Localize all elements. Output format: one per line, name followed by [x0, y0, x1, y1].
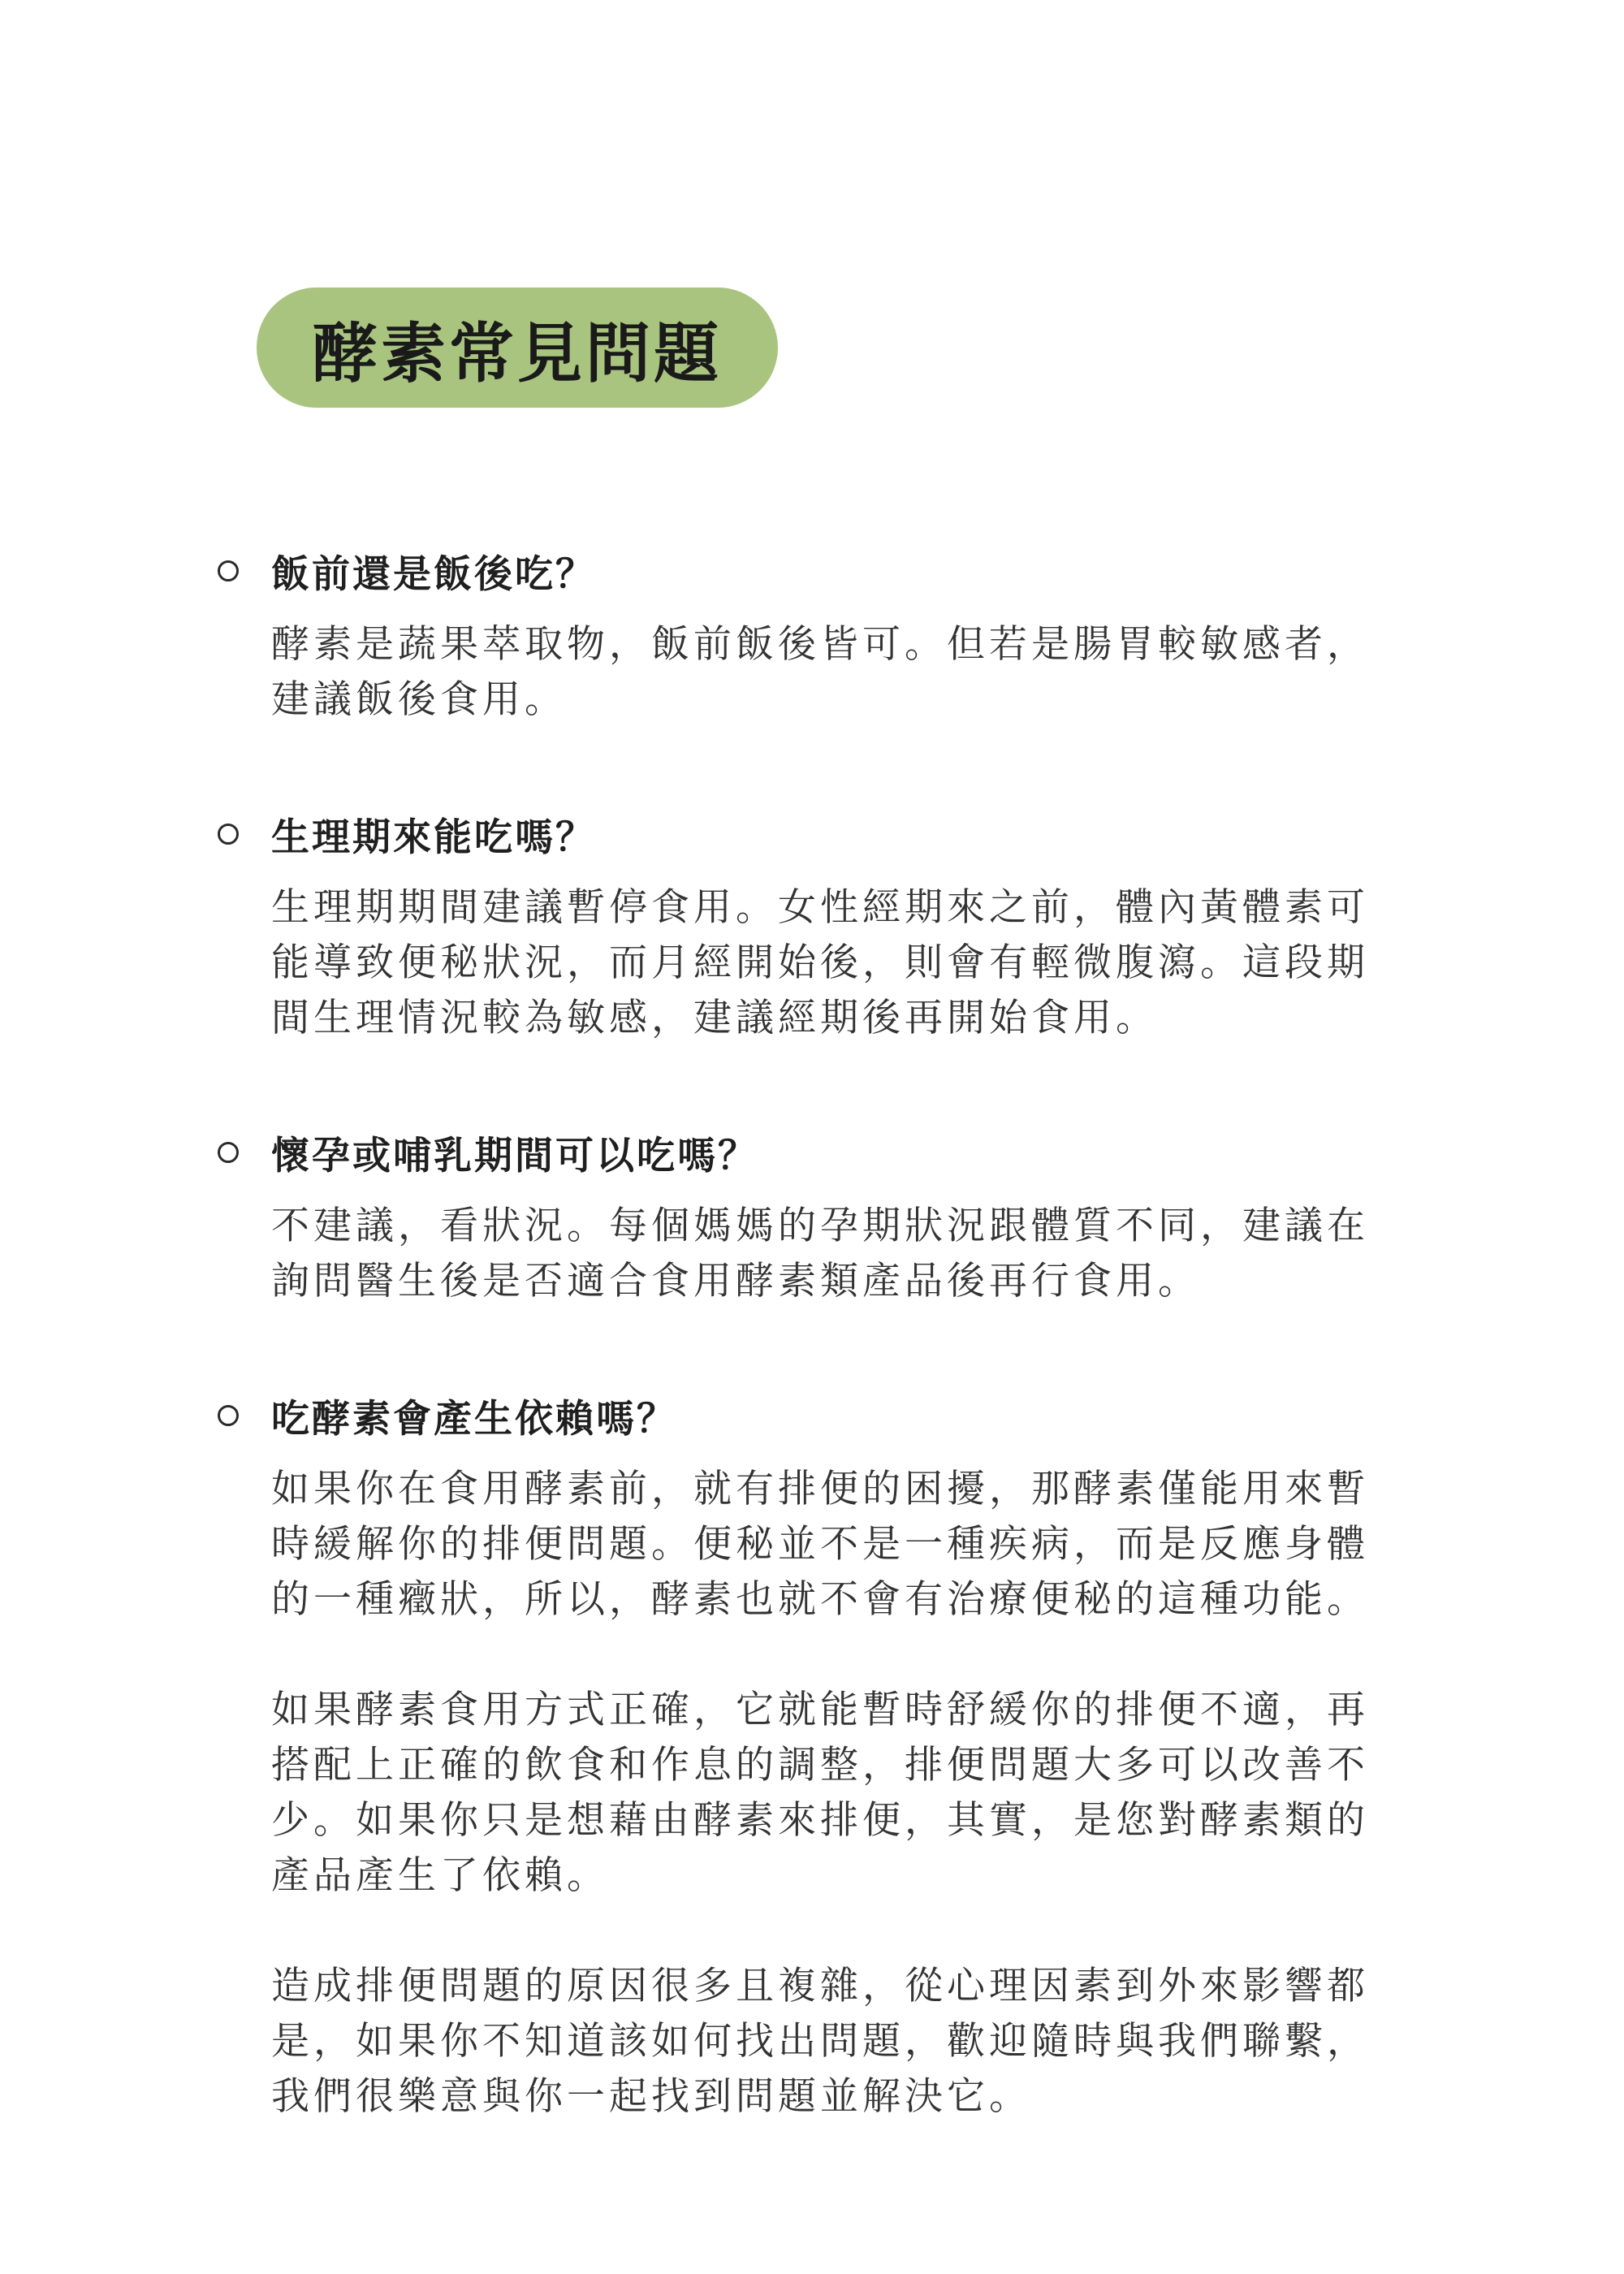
faq-answer: 生理期期間建議暫停食用。女性經期來之前，體內黃體素可能導致便秘狀況，而月經開始後，則會有輕微腹瀉。這段期間生理情況較為敏感，建議經期後再開始食用。 — [271, 885, 1369, 1040]
faq-item — [218, 1387, 1403, 2125]
faq-question: 懷孕或哺乳期間可以吃嗎？ — [271, 1133, 758, 1178]
faq-item — [218, 806, 1403, 1046]
faq-answer: 造成排便問題的原因很多且複雜，從心理因素到外來影響都是，如果你不知道該如何找出問題，歡迎隨時與我們聯繫，我們很樂意與你一起找到問題並解決它。 — [271, 1964, 1369, 2119]
faq-question: 生理期來能吃嗎？ — [271, 815, 596, 860]
circle-bullet-icon — [218, 1142, 239, 1163]
faq-answer: 不建議，看狀況。每個媽媽的孕期狀況跟體質不同，建議在詢問醫生後是否適合食用酵素類產品後再行食用。 — [271, 1204, 1369, 1303]
circle-bullet-icon — [218, 1405, 239, 1426]
faq-answer: 如果你在食用酵素前，就有排便的困擾，那酵素僅能用來暫時緩解你的排便問題。便秘並不是一種疾病，而是反應身體的一種癥狀，所以，酵素也就不會有治療便秘的這種功能。 — [271, 1467, 1369, 1622]
circle-bullet-icon — [218, 824, 239, 845]
faq-item — [218, 543, 1403, 728]
faq-question: 飯前還是飯後吃？ — [271, 551, 596, 597]
circle-bullet-icon — [218, 560, 239, 581]
question-row — [218, 1387, 1403, 1444]
title-badge — [257, 287, 778, 408]
question-row — [218, 806, 1403, 862]
page-title: 酵素常見問題 — [313, 315, 722, 391]
faq-answer: 酵素是蔬果萃取物，飯前飯後皆可。但若是腸胃較敏感者，建議飯後食用。 — [271, 622, 1369, 722]
question-row — [218, 543, 1403, 599]
faq-answer: 如果酵素食用方式正確，它就能暫時舒緩你的排便不適，再搭配上正確的飲食和作息的調整，排便問題大多可以改善不少。如果你只是想藉由酵素來排便，其實，是您對酵素類的產品產生了依賴。 — [271, 1688, 1369, 1898]
faq-item — [218, 1124, 1403, 1309]
faq-list — [218, 543, 1403, 2203]
question-row — [218, 1124, 1403, 1181]
faq-question: 吃酵素會產生依賴嗎？ — [271, 1396, 677, 1442]
